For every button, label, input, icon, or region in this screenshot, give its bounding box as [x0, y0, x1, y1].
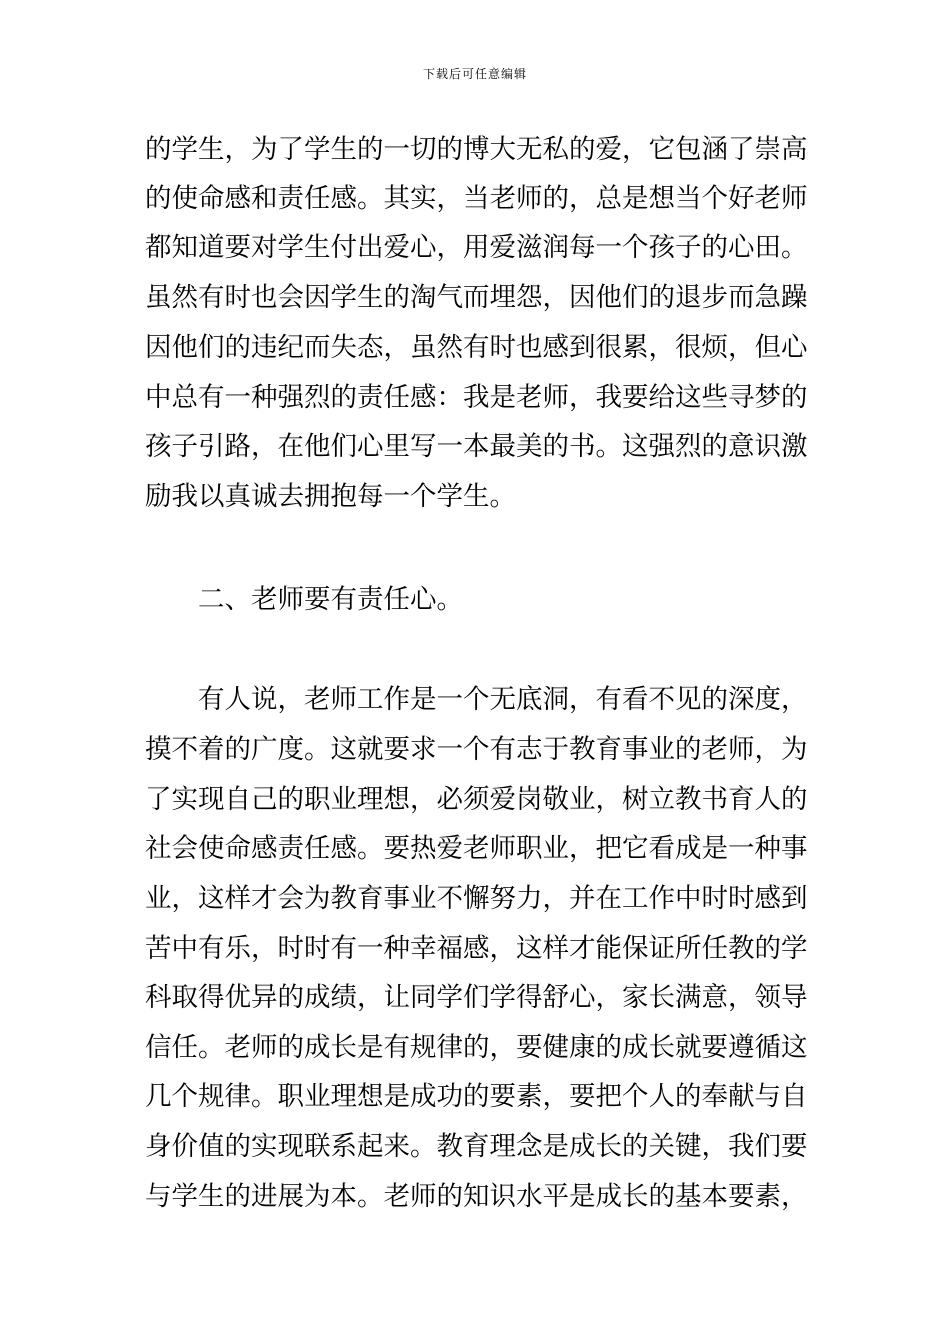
header-note: 下载后可任意编辑 — [422, 67, 527, 81]
text-line: 信任。老师的成长是有规律的，要健康的成长就要遵循这 — [145, 1032, 808, 1063]
text-line: 励我以真诚去拥抱每一个学生。 — [145, 481, 516, 512]
text-line: 孩子引路，在他们心里写一本最美的书。这强烈的意识激 — [145, 431, 808, 462]
text-line: 的使命感和责任感。其实，当老师的，总是想当个好老师 — [145, 183, 808, 214]
text-line: 科取得优异的成绩，让同学们学得舒心，家长满意，领导 — [145, 982, 808, 1013]
text-line: 中总有一种强烈的责任感：我是老师，我要给这些寻梦的 — [145, 382, 808, 413]
section-heading: 二、老师要有责任心。 — [198, 584, 463, 615]
text-line: 摸不着的广度。这就要求一个有志于教育事业的老师，为 — [145, 734, 808, 765]
text-line: 因他们的违纪而失态，虽然有时也感到很累，很烦，但心 — [145, 332, 808, 363]
text-line: 虽然有时也会因学生的淘气而埋怨，因他们的退步而急躁 — [145, 282, 808, 313]
text-line: 苦中有乐，时时有一种幸福感，这样才能保证所任教的学 — [145, 933, 808, 964]
text-line: 都知道要对学生付出爱心，用爱滋润每一个孩子的心田。 — [145, 232, 808, 263]
text-line: 社会使命感责任感。要热爱老师职业，把它看成是一种事 — [145, 833, 808, 864]
text-line: 身价值的实现联系起来。教育理念是成长的关键，我们要 — [145, 1131, 808, 1162]
text-line: 的学生，为了学生的一切的博大无私的爱，它包涵了崇高 — [145, 134, 808, 165]
text-line: 了实现自己的职业理想，必须爱岗敬业，树立教书育人的 — [145, 784, 808, 815]
text-line: 与学生的进展为本。老师的知识水平是成长的基本要素， — [145, 1181, 808, 1212]
text-line: 有人说，老师工作是一个无底洞，有看不见的深度， — [198, 684, 808, 715]
text-line: 业，这样才会为教育事业不懈努力，并在工作中时时感到 — [145, 883, 808, 914]
text-line: 几个规律。职业理想是成功的要素，要把个人的奉献与自 — [145, 1081, 808, 1112]
